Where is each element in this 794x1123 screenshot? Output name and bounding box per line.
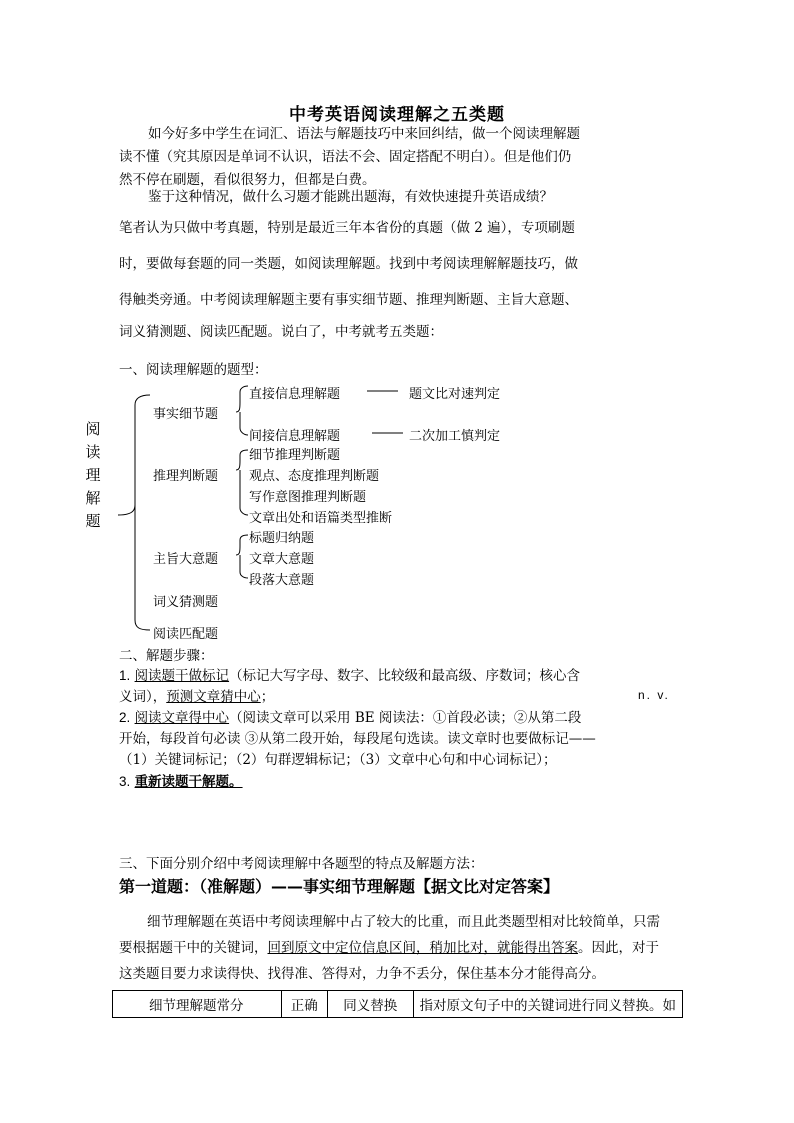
detail-paragraph-line: 细节理解题在英语中考阅读理解中占了较大的比重，而且此类题型相对比较简单，只需 (147, 914, 660, 929)
step-key-phrase: 重新读题干解题。 (134, 774, 243, 790)
table-cell: 同义替换 (327, 991, 413, 1018)
node-main-idea: 主旨大意题 (153, 552, 219, 567)
node-inference: 推理判断题 (153, 469, 219, 484)
intro-line: 时，要做每套题的同一类题，如阅读理解题。找到中考阅读理解解题技巧，做 (119, 256, 578, 272)
intro-line: 然不停在刷题，看似很努力，但都是白费。 (119, 172, 376, 188)
root-char: 理 (85, 466, 101, 484)
step-2-line-1 (119, 707, 581, 729)
section-heading-methods: 三、下面分别介绍中考阅读理解中各题型的特点及解题方法： (119, 856, 484, 872)
step-3 (119, 771, 243, 793)
detail-question-table (112, 990, 683, 1018)
intro-line: 得触类旁通。中考阅读理解题主要有事实细节题、推理判断题、主旨大意题、 (119, 292, 578, 308)
node-direct-method: 题文比对速判定 (409, 387, 501, 402)
paragraph-text: 。因此，对于 (578, 940, 659, 955)
table-cell: 指对原文句子中的关键词进行同义替换。如 (413, 991, 683, 1018)
step-1-line-1 (119, 665, 580, 687)
step-text: （标记大写字母、数字、比较级和最高级、序数词；核心含 (229, 668, 581, 684)
root-char: 题 (85, 512, 101, 530)
intro-question: 鉴于这种情况，做什么习题才能跳出题海，有效快速提升英语成绩？ (148, 189, 553, 205)
step-text: （阅读文章可以采用 BE 阅读法：①首段必读；②从第二段 (229, 710, 582, 726)
intro-line: 读不懂（究其原因是单词不认识，语法不会、固定搭配不明白）。但是他们仍 (119, 149, 572, 165)
node-inference-item: 写作意图推理判断题 (249, 490, 367, 505)
step-key-phrase: 阅读题干做标记 (134, 668, 230, 684)
table-cell: 细节理解题常分 (113, 991, 282, 1018)
table-row (113, 991, 683, 1018)
first-type-title: 第一道题：（准解题）——事实细节理解题【据文比对定答案】 (119, 877, 560, 896)
step-1-line-2 (119, 686, 274, 708)
node-word-guess: 词义猜测题 (153, 595, 219, 610)
section-heading-types: 一、阅读理解题的题型： (119, 362, 268, 378)
node-indirect-info: 间接信息理解题 (249, 429, 341, 444)
root-char: 读 (85, 443, 101, 461)
node-main-idea-item: 文章大意题 (249, 552, 315, 567)
pos-annotation: n. v. (638, 688, 670, 702)
step-number: 1. (119, 668, 131, 683)
step-2-line-2: 开始，每段首句必读 ③从第二段开始，每段尾句选读。读文章时也要做标记—— (119, 731, 596, 747)
tree-root-reading-comprehension (83, 418, 103, 533)
section-heading-steps: 二、解题步骤： (119, 648, 214, 664)
step-number: 2. (119, 710, 131, 725)
page-title: 中考英语阅读理解之五类题 (289, 105, 505, 125)
step-text: ； (260, 689, 275, 705)
node-inference-item: 观点、态度推理判断题 (249, 469, 380, 484)
paragraph-key-phrase: 回到原文中定位信息区间，稍加比对，就能得出答案 (267, 940, 578, 955)
intro-line: 如今好多中学生在词汇、语法与解题技巧中来回纠结，做一个阅读理解题 (148, 126, 580, 142)
detail-paragraph-line (119, 936, 659, 956)
step-number: 3. (119, 774, 131, 789)
paragraph-text: 要根据题干中的关键词， (119, 940, 268, 955)
node-fact-detail: 事实细节题 (153, 407, 219, 422)
root-char: 阅 (85, 420, 101, 438)
node-main-idea-item: 段落大意题 (249, 573, 315, 588)
node-direct-info: 直接信息理解题 (249, 387, 341, 402)
node-indirect-method: 二次加工慎判定 (409, 429, 501, 444)
step-text: 义词）， (119, 689, 167, 705)
intro-line: 笔者认为只做中考真题，特别是最近三年本省份的真题（做 2 遍），专项刷题 (119, 220, 575, 236)
node-main-idea-item: 标题归纳题 (249, 531, 315, 546)
node-inference-item: 细节推理判断题 (249, 448, 341, 463)
node-matching: 阅读匹配题 (153, 627, 219, 642)
detail-paragraph-line: 这类题目要力求读得快、找得准、答得对，力争不丢分，保住基本分才能得高分。 (119, 966, 605, 981)
step-key-phrase: 预测文章猜中心 (166, 689, 261, 705)
intro-line: 词义猜测题、阅读匹配题。说白了，中考就考五类题： (119, 324, 443, 340)
root-char: 解 (85, 489, 101, 507)
table-cell: 正确 (281, 991, 327, 1018)
step-key-phrase: 阅读文章得中心 (134, 710, 230, 726)
node-inference-item: 文章出处和语篇类型推断 (249, 511, 393, 526)
step-2-line-3: （1）关键词标记；（2）句群逻辑标记；（3）文章中心句和中心词标记）； (119, 752, 557, 768)
